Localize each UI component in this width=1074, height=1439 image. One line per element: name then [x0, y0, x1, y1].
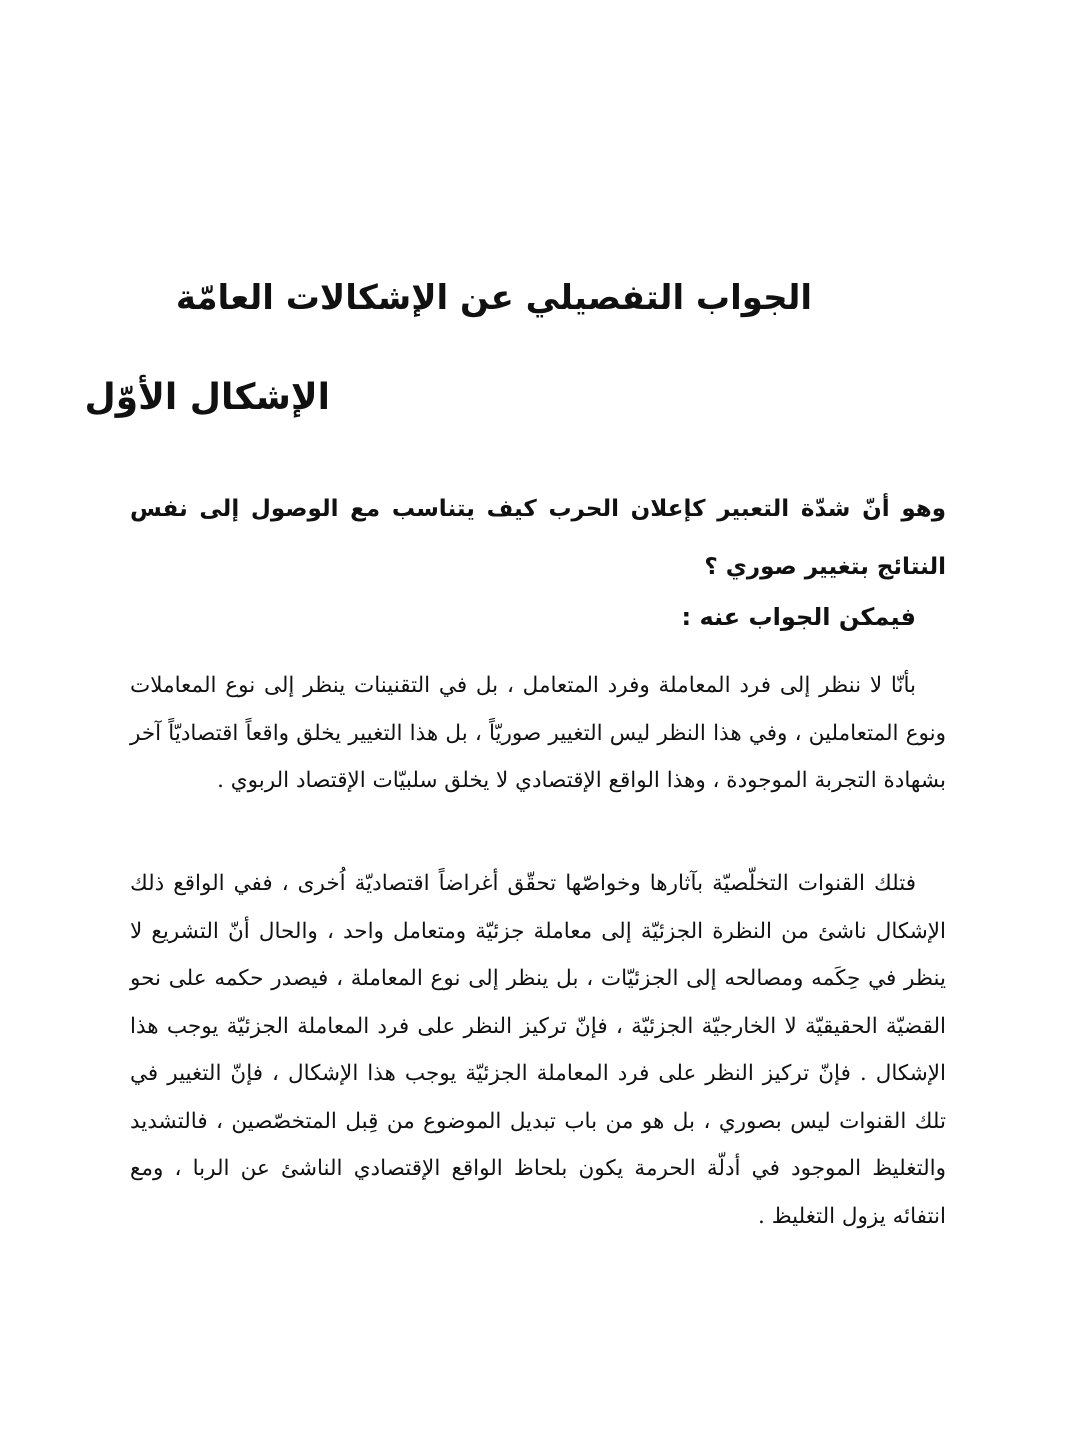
section-title: الإشكال الأوّل — [84, 377, 330, 418]
main-title: الجواب التفصيلي عن الإشكالات العامّة — [175, 278, 812, 318]
answer-lead: فيمكن الجواب عنه : — [681, 603, 916, 631]
question-text: وهو أنّ شدّة التعبير كإعلان الحرب كيف يتناسب مع الوصول إلى نفس النتائج بتغيير صوري ؟ — [130, 496, 946, 580]
body-paragraph: فتلك القنوات التخلّصيّة بآثارها وخواصّها تحقّق أغراضاً اقتصاديّة اُخرى ، ففي الواقع ذلك الإشكال ناشئ من النظرة الجزئيّة إلى معاملة جزئيّة ومتعامل واحد ، والحال أنّ التشريع لا ينظر في حِكَمه ومصالحه إلى الجزئيّات ، بل ينظر إلى نوع المعاملة ، فيصدر حكمه على نحو القضيّة الحقيقيّة لا الخارجيّة الجزئيّة ، فإنّ تركيز النظر على فرد المعاملة الجزئيّة يوجب هذا الإشكال . فإنّ تركيز النظر على فرد المعاملة الجزئيّة يوجب هذا الإشكال ، فإنّ التغيير في تلك القنوات ليس بصوري ، بل هو من باب تبديل الموضوع من قِبل المتخصّصين ، فالتشديد والتغليظ الموجود في أدلّة الحرمة يكون بلحاظ الواقع الإقتصادي الناشئ عن الربا ، ومع انتفائه يزول التغليظ . — [130, 871, 946, 1229]
body-paragraph: بأنّا لا ننظر إلى فرد المعاملة وفرد المتعامل ، بل في التقنينات ينظر إلى نوع المعاملات ونوع المتعاملين ، وفي هذا النظر ليس التغيير صوريّاً ، بل هذا التغيير يخلق واقعاً اقتصاديّاً آخر بشهادة التجربة الموجودة ، وهذا الواقع الإقتصادي لا يخلق سلبيّات الإقتصاد الربوي . — [130, 673, 946, 793]
